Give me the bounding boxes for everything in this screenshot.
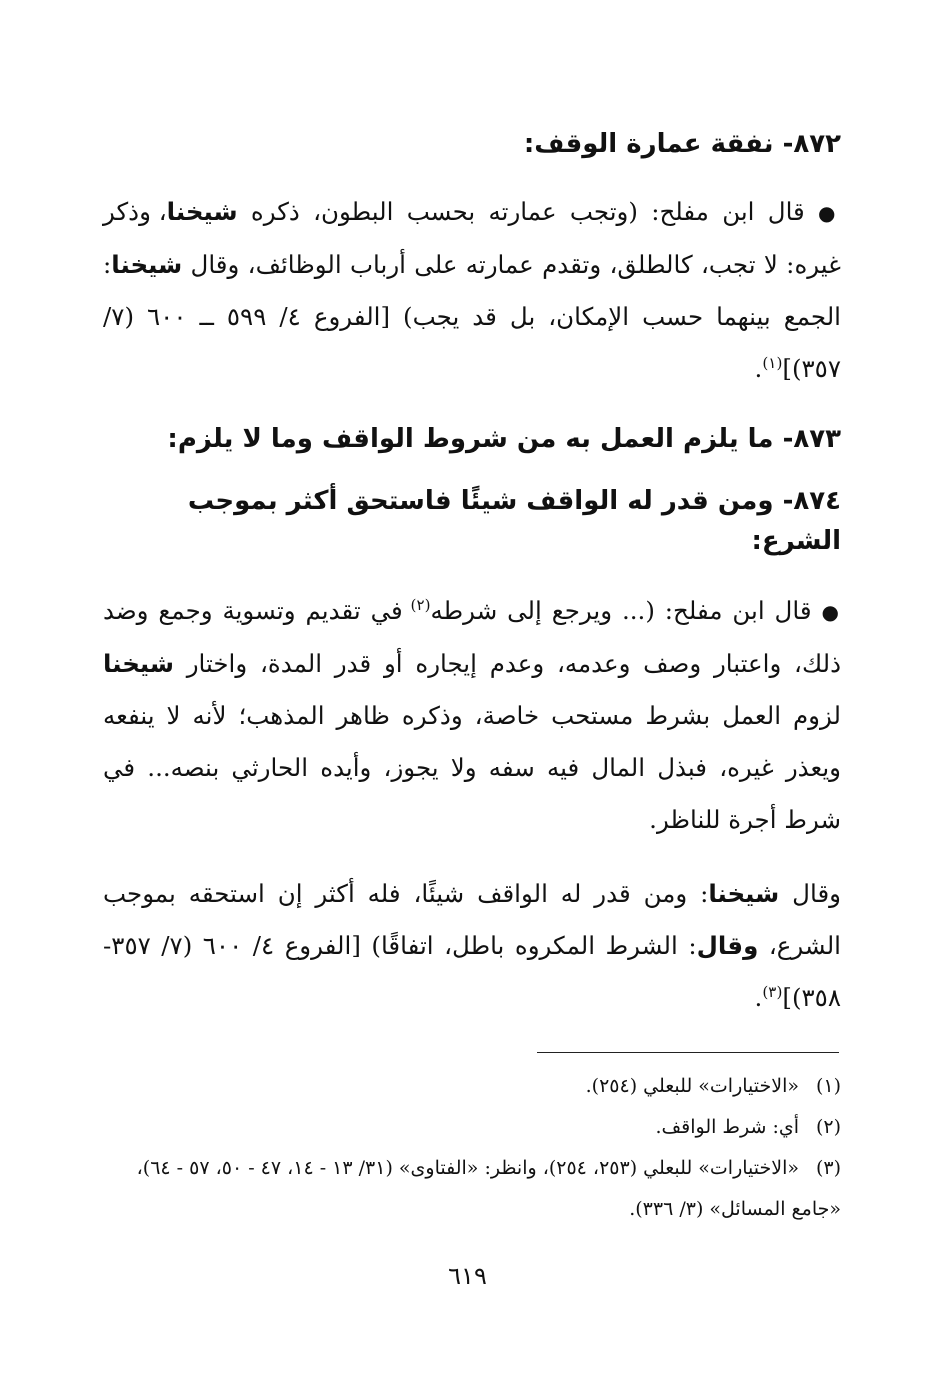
footnote-1	[103, 1066, 841, 1107]
footnotes	[103, 1066, 841, 1230]
text-run: .	[754, 983, 763, 1012]
footnote-3	[103, 1148, 841, 1230]
paragraph-874-continued	[103, 868, 841, 1024]
bold-term: شيخنا	[103, 649, 174, 678]
footnote-ref-2[interactable]: (٢)	[410, 595, 431, 614]
footnote-number: (٣)	[815, 1157, 841, 1179]
footnote-text: أي: شرط الواقف.	[655, 1116, 799, 1138]
text-run: : ومن قدر له الواقف شيئًا، فله أكثر إن استحقه بموجب الشرع،	[103, 879, 841, 960]
text-run: : الشرط المكروه باطل، اتفاقًا) [الفروع ٤/ ٦٠٠ (٧/ ٣٥٧- ٣٥٨)]	[103, 931, 841, 1012]
bullet-icon: ●	[818, 201, 841, 225]
footnote-number: (٢)	[815, 1116, 841, 1138]
footnote-ref-1[interactable]: (١)	[762, 353, 783, 372]
footnote-ref-3[interactable]: (٣)	[762, 982, 783, 1001]
text-run: وقال	[779, 879, 841, 908]
text-run: .	[754, 354, 763, 383]
text-run: قال ابن مفلح: (... ويرجع إلى شرطه	[430, 596, 812, 625]
text-run: ، وذكر غيره: لا تجب، كالطلق، وتقدم عمارته على أرباب الوظائف، وقال	[103, 197, 841, 279]
page-number: ٦١٩	[448, 1262, 487, 1290]
footnote-number: (١)	[815, 1075, 841, 1097]
footnote-2	[103, 1107, 841, 1148]
section-heading-873: ٨٧٣- ما يلزم العمل به من شروط الواقف وما لا يلزم:	[167, 424, 841, 454]
bullet-icon: ●	[821, 600, 841, 624]
main-text	[103, 118, 841, 1024]
footnote-text: «الاختيارات» للبعلي (٢٥٤).	[585, 1075, 799, 1097]
text-run: قال ابن مفلح: (وتجب عمارته بحسب البطون، ذكره	[237, 197, 805, 226]
text-run: لزوم العمل بشرط مستحب خاصة، وذكره ظاهر المذهب؛ لأنه لا ينفعه ويعذر غيره، فبذل المال فيه سفه ولا يجوز، وأيده الحارثي بنصه... في شرط أجرة للناظر.	[103, 701, 841, 834]
footnote-divider	[537, 1052, 839, 1053]
text-run: في تقديم وتسوية وجمع وضد ذلك، واعتبار وصف وعدمه، وعدم إيجاره أو قدر المدة، واختار	[103, 596, 841, 678]
footnote-text: «الاختيارات» للبعلي (٢٥٣، ٢٥٤)، وانظر: «الفتاوى» (٣١/ ١٣ - ١٤، ٤٧ - ٥٠، ٥٧ - ٦٤)، «جامع المسائل» (٣/ ٣٣٦).	[136, 1157, 841, 1220]
bold-term: شيخنا	[111, 250, 183, 279]
paragraph-872	[103, 186, 841, 395]
section-heading-874: ٨٧٤- ومن قدر له الواقف شيئًا فاستحق أكثر بموجب الشرع:	[187, 486, 841, 556]
text-run: : الجمع بينهما حسب الإمكان، بل قد يجب) [الفروع ٤/ ٥٩٩ ــ ٦٠٠ (٧/ ٣٥٧)]	[103, 250, 841, 383]
bold-term: شيخنا	[166, 197, 238, 226]
paragraph-874	[103, 585, 841, 846]
section-heading-872: ٨٧٢- نفقة عمارة الوقف:	[523, 129, 841, 159]
bold-term: وقال	[696, 931, 759, 960]
bold-term: شيخنا	[708, 879, 780, 908]
